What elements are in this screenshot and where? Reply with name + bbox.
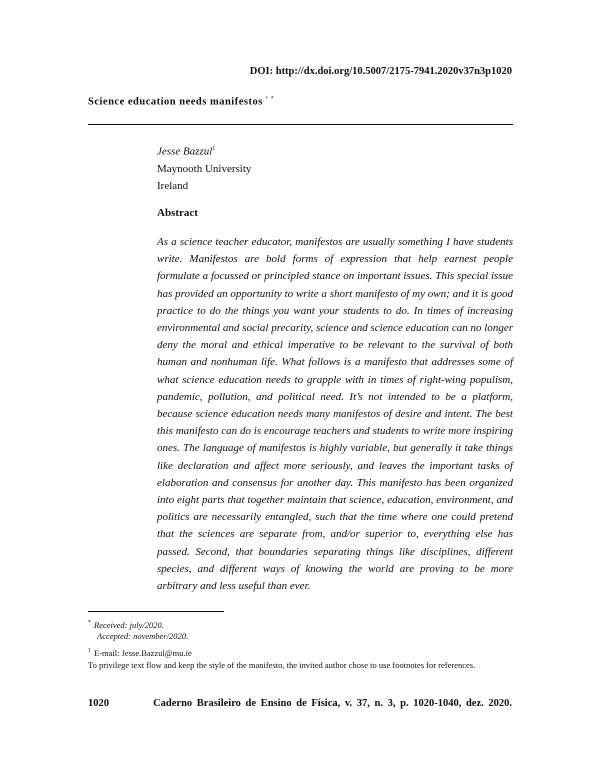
title-rule [88,124,513,125]
doi-line: DOI: http://dx.doi.org/10.5007/2175-7941.2020v37n3p1020 [249,66,512,77]
footnote-email-text: E-mail: Jesse.Bazzul@mu.ie [94,647,192,658]
footnote-note: To privilege text flow and keep the style of the manifesto, the invited author chose to use footnotes for references. [88,660,476,670]
author-affiliation: Maynooth University [157,162,252,175]
author-name: Jesse Bazzul [157,145,213,158]
footnote-email [88,646,192,659]
author-country: Ireland [157,179,189,192]
footnote-one-mark: 1 [88,648,91,654]
author-name-line [157,141,251,161]
abstract-text: As a science teacher educator, manifestos are usually something I have students write. Manifestos are bold forms of expression that help earnest people formulate a focussed or principled stance on important issues. This special issue has provided an opportunity to write a short manifesto of my own; and it is good practice to do the things you want your students to do. In times of increasing environmental and social precarity, science and science education can no longer deny the moral and ethical imperative to be relevant to the survival of both human and nonhuman life. What follows is a manifesto that addresses some of what science education needs to grapple with in times of right-wing populism, pandemic, pollution, and political need. It’s not intended to be a platform, because science education needs many manifestos of desire and intent. The best this manifesto can do is encourage teachers and students to write more inspiring ones. The language of manifestos is highly variable, but generally it take things like declaration and affect more seriously, and leaves the important tasks of elaboration and consensus for another day. This manifesto has been organized into eight parts that together maintain that science, education, environment, and politics are necessarily entangled, such that the time where one could pretend that the sciences are separate from, and/or superior to, everything else has passed. Second, that boundaries separating things like disciplines, different species, and different ways of knowing the world are proving to be more arbitrary and less useful than ever. [157,236,513,593]
article-title-text: Science education needs manifestos [88,96,263,108]
footnote-dates [88,618,188,642]
footnote-received-line [88,618,188,631]
footnote-accepted: Accepted: november/2020. [97,630,189,641]
footnote-received: Received: july/2020. [94,619,164,630]
article-title [88,96,513,108]
author-block [157,141,251,195]
abstract-heading: Abstract [157,207,198,219]
journal-citation: Caderno Brasileiro de Ensino de Física, v. 37, n. 3, p. 1020-1040, dez. 2020. [153,698,512,709]
page-number: 1020 [88,698,109,709]
footnote-rule [88,611,224,612]
footnote-star-mark: * [88,620,91,626]
title-footnote-marks: + * [264,96,275,102]
author-footnote-mark: 1 [212,146,216,152]
